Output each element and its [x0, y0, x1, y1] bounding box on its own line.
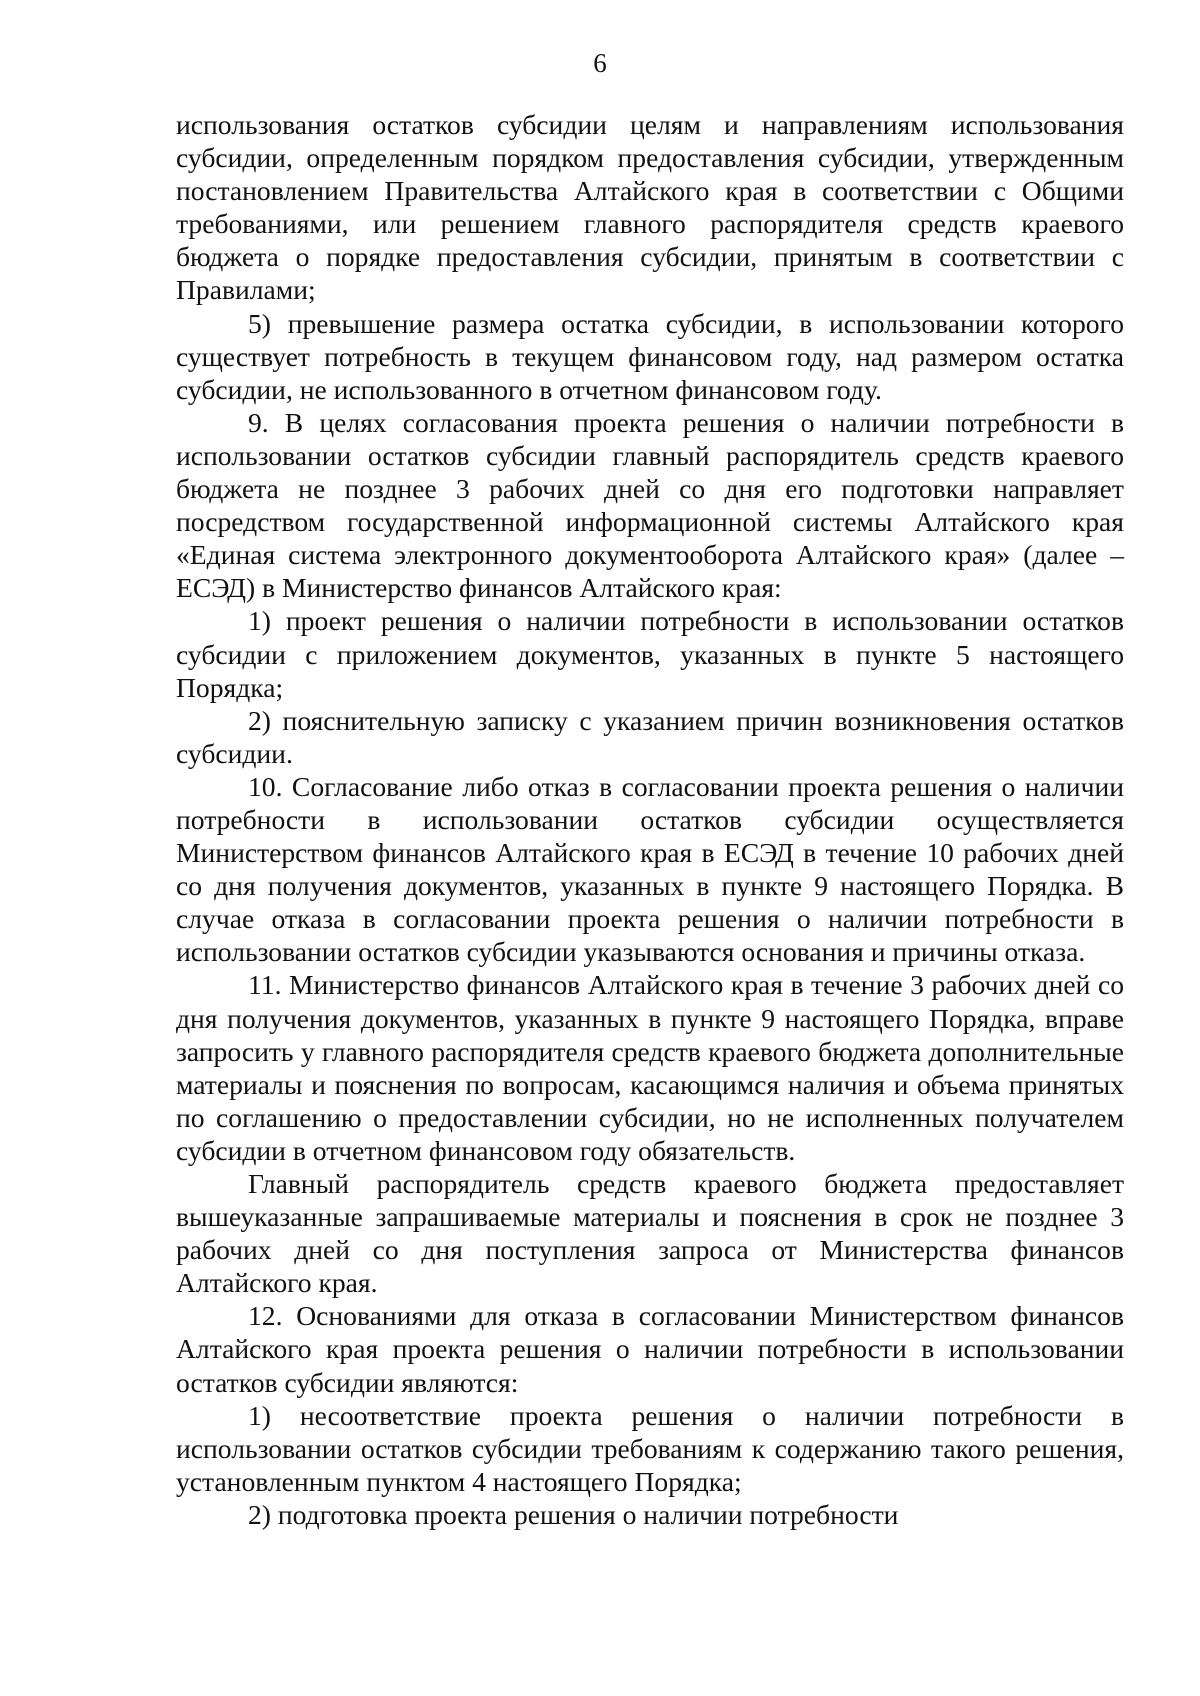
paragraph-clause-12: 12. Основаниями для отказа в согласовании Министерством финансов Алтайского края проекта решения о наличии потребности в использовании остатков субсидии являются:	[176, 1300, 1124, 1398]
paragraph-clause-11-continued: Главный распорядитель средств краевого бюджета предоставляет вышеуказанные запрашиваемые материалы и пояснения в срок не позднее 3 рабочих дней со дня поступления запроса от Министерства финансов Алтайского края.	[176, 1168, 1124, 1299]
paragraph-clause-9-item-2: 2) пояснительную записку с указанием причин возникновения остатков субсидии.	[176, 704, 1124, 769]
paragraph-clause-12-item-2: 2) подготовка проекта решения о наличии потребности	[248, 1498, 899, 1530]
document-body	[176, 108, 1124, 1531]
paragraph-clause-10: 10. Согласование либо отказ в согласовании проекта решения о наличии потребности в использовании остатков субсидии осуществляется Министерством финансов Алтайского края в ЕСЭД в течение 10 рабочих дней со дня получения документов, указанных в пункте 9 настоящего Порядка. В случае отказа в согласовании проекта решения о наличии потребности в использовании остатков субсидии указываются основания и причины отказа.	[176, 770, 1124, 968]
paragraph-continuation: использования остатков субсидии целям и направлениям использования субсидии, определенным порядком предоставления субсидии, утвержденным постановлением Правительства Алтайского края в соответствии с Общими требованиями, или решением главного распорядителя средств краевого бюджета о порядке предоставления субсидии, принятым в соответствии с Правилами;	[176, 109, 1124, 306]
page-number: 6	[593, 48, 607, 78]
paragraph-clause-11: 11. Министерство финансов Алтайского края в течение 3 рабочих дней со дня получения документов, указанных в пункте 9 настоящего Порядка, вправе запросить у главного распорядителя средств краевого бюджета дополнительные материалы и пояснения по вопросам, касающимся наличия и объема принятых по соглашению о предоставлении субсидии, но не исполненных получателем субсидии в отчетном финансовом году обязательств.	[176, 969, 1124, 1166]
paragraph-clause-12-item-1: 1) несоответствие проекта решения о наличии потребности в использовании остатков субсидии требованиям к содержанию такого решения, установленным пунктом 4 настоящего Порядка;	[176, 1399, 1124, 1497]
paragraph-item-5: 5) превышение размера остатка субсидии, в использовании которого существует потребность в текущем финансовом году, над размером остатка субсидии, не использованного в отчетном финансовом году.	[176, 307, 1124, 405]
paragraph-clause-9: 9. В целях согласования проекта решения о наличии потребности в использовании остатков субсидии главный распорядитель средств краевого бюджета не позднее 3 рабочих дней со дня его подготовки направляет посредством государственной информационной системы Алтайского края «Единая система электронного документооборота Алтайского края» (далее – ЕСЭД) в Министерство финансов Алтайского края:	[176, 406, 1124, 604]
paragraph-clause-9-item-1: 1) проект решения о наличии потребности в использовании остатков субсидии с приложением документов, указанных в пункте 5 настоящего Порядка;	[176, 605, 1124, 703]
